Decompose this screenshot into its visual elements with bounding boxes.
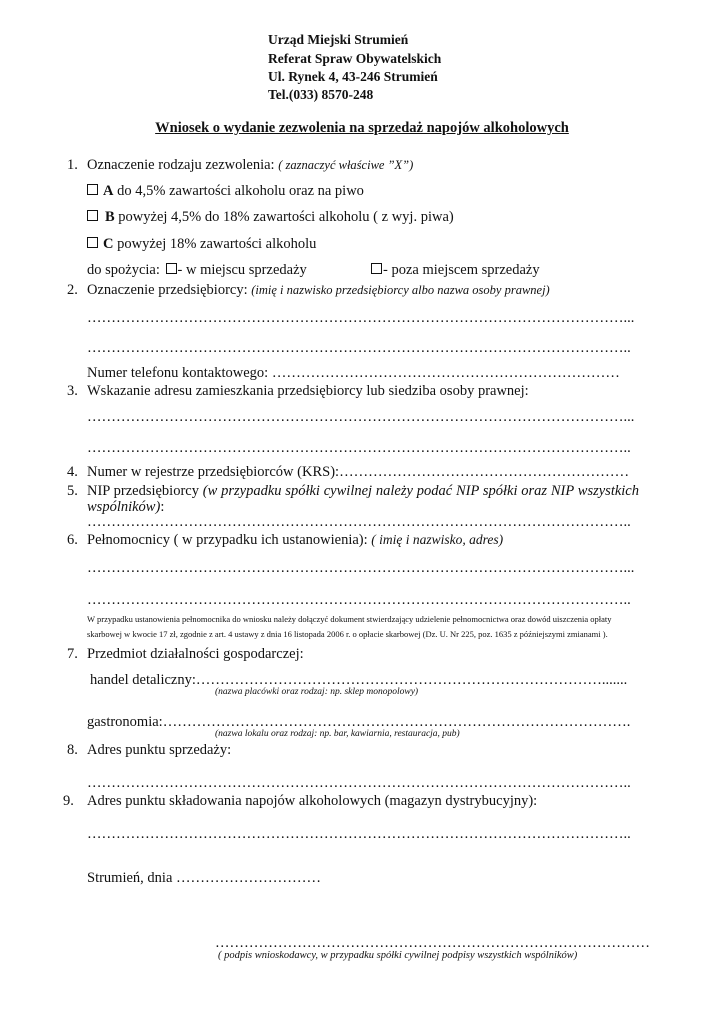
section-1-hint: ( zaznaczyć właściwe ”X”) (278, 158, 414, 172)
address-field-2[interactable]: ………………………………………………………………………………………………….. (87, 440, 631, 456)
section-5-colon: : (160, 499, 165, 515)
gastro-label: gastronomia: (87, 714, 163, 730)
date-field[interactable]: ………………………… (176, 870, 322, 886)
retail-hint: (nazwa placówki oraz rodzaj: np. sklep monopolowy) (215, 687, 419, 697)
consume-off-site-label: - poza miejscem sprzedaży (383, 262, 540, 278)
section-5-number: 5. (67, 483, 78, 499)
section-4-number: 4. (67, 464, 78, 480)
proxy-note: W przypadku ustanowienia pełnomocnika do wniosku należy dołączyć dokument stwierdzający udzielenie pełnomocnictwa oraz dowód uiszczenia opłaty skarbowej w kwocie 17 zł, zgodnie z art. 4 ustawy z dnia 16 listopada 2006 r. o opłacie skarbowej (Dz. U. Nr 225, poz. 1635 z późniejszymi zmianami ). (87, 614, 612, 639)
section-2-hint: (imię i nazwisko przedsiębiorcy albo nazwa osoby prawnej) (251, 283, 550, 297)
krs-field[interactable]: …………………………………………………… (339, 464, 630, 480)
checkbox-off-site-icon[interactable] (371, 263, 382, 274)
consume-off-row (371, 262, 540, 279)
phone-row (87, 365, 620, 382)
signature-field[interactable]: ……………………………………………………………………………… (215, 935, 650, 951)
section-8-number: 8. (67, 742, 78, 758)
phone-label: Numer telefonu kontaktowego: (87, 365, 269, 381)
section-7-number: 7. (67, 646, 78, 662)
option-b[interactable] (87, 209, 454, 226)
option-a-text: do 4,5% zawartości alkoholu oraz na piwo (113, 183, 364, 199)
section-7-label: Przedmiot działalności gospodarczej: (87, 646, 304, 662)
proxy-field-1[interactable]: …………………………………………………………………………………………………... (87, 560, 635, 576)
document-title: Wniosek o wydanie zezwolenia na sprzedaż napojów alkoholowych (155, 120, 569, 136)
section-5-hint: (w przypadku spółki cywilnej należy podać NIP spółki oraz NIP wszystkich wspólników) (87, 483, 639, 515)
section-4-row (87, 464, 629, 481)
checkbox-b-icon[interactable] (87, 210, 98, 221)
gastro-hint: (nazwa lokalu oraz rodzaj: np. bar, kawiarnia, restauracja, pub) (215, 729, 460, 739)
option-c[interactable] (87, 236, 316, 253)
section-6-hint: ( imię i nazwisko, adres) (371, 532, 504, 547)
section-2-heading (87, 282, 550, 299)
section-3-label: Wskazanie adresu zamieszkania przedsiębiorcy lub siedziba osoby prawnej: (87, 383, 529, 399)
checkbox-a-icon[interactable] (87, 184, 98, 195)
option-c-text: powyżej 18% zawartości alkoholu (113, 236, 317, 252)
office-address: Ul. Rynek 4, 43-246 Strumień (268, 69, 438, 84)
section-5-label: NIP przedsiębiorcy (87, 483, 199, 499)
option-c-letter: C (103, 236, 114, 252)
consume-on-site-label: - w miejscu sprzedaży (177, 262, 307, 278)
office-department: Referat Spraw Obywatelskich (268, 51, 442, 66)
section-9-number: 9. (63, 793, 74, 809)
address-field-1[interactable]: …………………………………………………………………………………………………... (87, 409, 635, 425)
entrepreneur-name-field-2[interactable]: ………………………………………………………………………………………………….. (87, 340, 631, 356)
sale-point-address-field[interactable]: ………………………………………………………………………………………………….. (87, 775, 631, 791)
section-9-label: Adres punktu składowania napojów alkoholowych (magazyn dystrybucyjny): (87, 793, 538, 809)
section-2-number: 2. (67, 282, 78, 298)
option-a[interactable] (87, 183, 364, 200)
section-5-heading (87, 483, 639, 515)
section-4-label: Numer w rejestrze przedsiębiorców (KRS): (87, 464, 340, 480)
signature-hint: ( podpis wnioskodawcy, w przypadku spółki cywilnej podpisy wszystkich wspólników) (218, 950, 578, 961)
checkbox-c-icon[interactable] (87, 237, 98, 248)
place-date-row (87, 870, 321, 887)
gastro-field[interactable]: ……………………………………………………………………………………. (162, 714, 631, 730)
section-8-label: Adres punktu sprzedaży: (87, 742, 232, 758)
nip-field[interactable]: ………………………………………………………………………………………………….. (87, 514, 631, 530)
section-6-label: Pełnomocnicy ( w przypadku ich ustanowienia): (87, 532, 368, 548)
option-b-letter: B (105, 209, 115, 225)
storage-address-field[interactable]: ………………………………………………………………………………………………….. (87, 826, 631, 842)
option-a-letter: A (103, 183, 114, 199)
office-name: Urząd Miejski Strumień (268, 32, 409, 47)
option-b-text: powyżej 4,5% do 18% zawartości alkoholu ( z wyj. piwa) (114, 209, 454, 225)
phone-field[interactable]: ……………………………………………………………… (271, 365, 620, 381)
entrepreneur-name-field-1[interactable]: …………………………………………………………………………………………………... (87, 310, 635, 326)
retail-field[interactable]: …………………………………………………………………………....... (195, 672, 628, 688)
office-phone: Tel.(033) 8570-248 (268, 87, 374, 102)
section-6-number: 6. (67, 532, 78, 548)
place-date-label: Strumień, dnia (87, 870, 173, 886)
section-2-label: Oznaczenie przedsiębiorcy: (87, 282, 248, 298)
section-6-heading (87, 532, 503, 549)
section-1-number: 1. (67, 157, 78, 173)
consume-row (87, 262, 307, 279)
checkbox-on-site-icon[interactable] (166, 263, 177, 274)
section-3-number: 3. (67, 383, 78, 399)
section-1-label: Oznaczenie rodzaju zezwolenia: (87, 157, 275, 173)
consume-label: do spożycia: (87, 262, 160, 278)
retail-label: handel detaliczny: (90, 672, 196, 688)
proxy-field-2[interactable]: ………………………………………………………………………………………………….. (87, 592, 631, 608)
section-1-heading (87, 157, 413, 174)
